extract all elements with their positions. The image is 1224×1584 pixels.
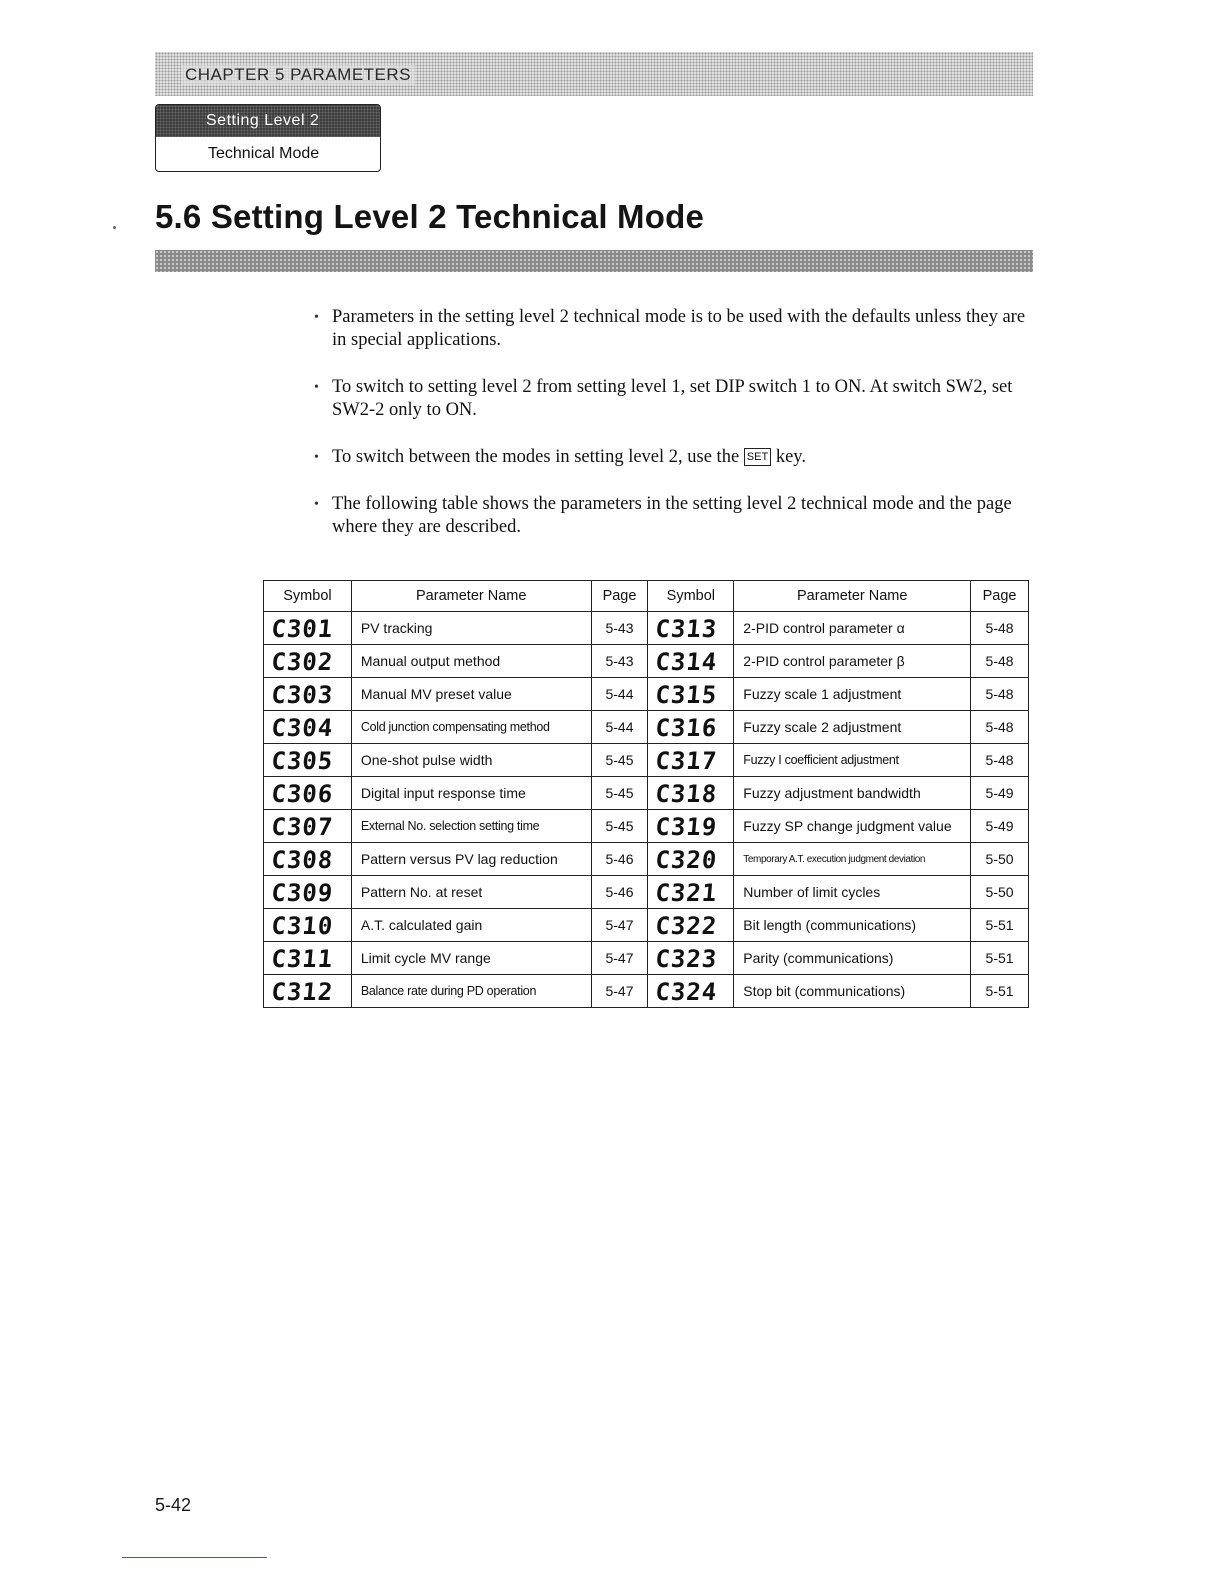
page-cell: 5-44 (591, 678, 648, 711)
page-cell: 5-48 (971, 645, 1029, 678)
table-row (264, 744, 1029, 777)
set-key-icon: SET (744, 448, 771, 466)
parameter-name-cell: Pattern versus PV lag reduction (351, 843, 591, 876)
table-row (264, 711, 1029, 744)
symbol-cell: C311 (262, 942, 353, 975)
symbol-cell: C308 (262, 843, 353, 876)
symbol-cell: C304 (262, 711, 353, 744)
mode-label: Technical Mode (208, 145, 320, 162)
page-header: Page (591, 581, 648, 612)
parameter-name-cell: Pattern No. at reset (351, 876, 591, 909)
bullet-item (313, 376, 1033, 422)
symbol-cell: C321 (646, 876, 735, 909)
page-cell: 5-44 (591, 711, 648, 744)
symbol-cell: C323 (646, 942, 735, 975)
symbol-cell: C316 (646, 711, 735, 744)
page-cell: 5-45 (591, 744, 648, 777)
page-cell: 5-43 (591, 612, 648, 645)
symbol-cell: C320 (646, 843, 735, 876)
bullet-item (313, 446, 1033, 469)
bullet-text: To switch between the modes in setting level 2, use the (332, 447, 740, 467)
table-row (264, 678, 1029, 711)
parameter-name-cell: Balance rate during PD operation (351, 975, 591, 1008)
parameter-name-cell: Fuzzy SP change judgment value (734, 810, 971, 843)
page-cell: 5-46 (591, 876, 648, 909)
setting-level-label: Setting Level 2 (156, 105, 380, 137)
page-cell: 5-48 (971, 744, 1029, 777)
page-cell: 5-48 (971, 612, 1029, 645)
symbol-header: Symbol (264, 581, 352, 612)
table-row (264, 876, 1029, 909)
symbol-cell: C305 (262, 744, 353, 777)
parameter-name-cell: Digital input response time (351, 777, 591, 810)
symbol-cell: C312 (262, 975, 353, 1008)
table-row (264, 612, 1029, 645)
parameter-name-cell: Bit length (communications) (734, 909, 971, 942)
parameter-name-cell: External No. selection setting time (351, 810, 591, 843)
setting-level-badge (155, 104, 381, 172)
parameter-name-cell: Parity (communications) (734, 942, 971, 975)
symbol-cell: C309 (262, 876, 353, 909)
page-cell: 5-46 (591, 843, 648, 876)
page-cell: 5-45 (591, 777, 648, 810)
page-cell: 5-49 (971, 777, 1029, 810)
bullet-text: The following table shows the parameters in the setting level 2 technical mode and the page where they are described. (332, 494, 1012, 537)
page-cell: 5-48 (971, 678, 1029, 711)
bullet-dot-icon: • (314, 450, 319, 465)
symbol-cell: C319 (646, 810, 735, 843)
page-cell: 5-47 (591, 942, 648, 975)
parameter-name-cell: Stop bit (communications) (734, 975, 971, 1008)
symbol-cell: C310 (262, 909, 353, 942)
bullet-text: Parameters in the setting level 2 technical mode is to be used with the defaults unless they are in special applications. (332, 307, 1026, 350)
parameter-table (263, 580, 1029, 1008)
parameter-name-cell: Fuzzy I coefficient adjustment (734, 744, 971, 777)
symbol-cell: C317 (646, 744, 735, 777)
table-header-row (264, 581, 1029, 612)
page-cell: 5-49 (971, 810, 1029, 843)
parameter-name-cell: Fuzzy scale 1 adjustment (734, 678, 971, 711)
page-cell: 5-47 (591, 909, 648, 942)
bullet-text: To switch to setting level 2 from setting level 1, set DIP switch 1 to ON. At switch SW2, set SW2-2 only to ON. (332, 377, 1013, 420)
page-cell: 5-47 (591, 975, 648, 1008)
symbol-cell: C314 (646, 645, 735, 678)
section-title: 5.6 Setting Level 2 Technical Mode (155, 198, 705, 235)
page-cell: 5-43 (591, 645, 648, 678)
table-row (264, 843, 1029, 876)
chapter-header-text: CHAPTER 5 PARAMETERS (181, 65, 415, 85)
parameter-name-cell: Temporary A.T. execution judgment deviation (734, 843, 971, 876)
margin-dot (113, 226, 116, 229)
table-row (264, 777, 1029, 810)
parameter-name-cell: Fuzzy adjustment bandwidth (734, 777, 971, 810)
table-row (264, 975, 1029, 1008)
symbol-cell: C324 (646, 975, 735, 1008)
parameter-name-cell: Manual MV preset value (351, 678, 591, 711)
bullet-item (313, 306, 1033, 352)
symbol-cell: C307 (262, 810, 353, 843)
parameter-name-cell: A.T. calculated gain (351, 909, 591, 942)
bullet-dot-icon: • (314, 497, 319, 512)
table-row (264, 942, 1029, 975)
parameter-name-cell: Number of limit cycles (734, 876, 971, 909)
symbol-cell: C318 (646, 777, 735, 810)
page-cell: 5-51 (971, 942, 1029, 975)
parameter-name-cell: 2-PID control parameter α (734, 612, 971, 645)
parameter-name-cell: Fuzzy scale 2 adjustment (734, 711, 971, 744)
symbol-header: Symbol (648, 581, 734, 612)
page-cell: 5-51 (971, 975, 1029, 1008)
parameter-name-header: Parameter Name (351, 581, 591, 612)
page-cell: 5-45 (591, 810, 648, 843)
symbol-cell: C315 (646, 678, 735, 711)
symbol-cell: C306 (262, 777, 353, 810)
table-row (264, 909, 1029, 942)
bullet-dot-icon: • (314, 310, 319, 325)
parameter-name-cell: Cold junction compensating method (351, 711, 591, 744)
parameter-name-cell: PV tracking (351, 612, 591, 645)
parameter-name-cell: One-shot pulse width (351, 744, 591, 777)
symbol-cell: C322 (646, 909, 735, 942)
footer-rule (122, 1557, 267, 1558)
symbol-cell: C301 (262, 612, 353, 645)
bullet-list (313, 306, 1033, 563)
symbol-cell: C313 (646, 612, 735, 645)
table-row (264, 810, 1029, 843)
page-cell: 5-48 (971, 711, 1029, 744)
parameter-name-cell: 2-PID control parameter β (734, 645, 971, 678)
parameter-name-cell: Manual output method (351, 645, 591, 678)
page-header: Page (971, 581, 1029, 612)
page-number: 5-42 (155, 1495, 192, 1515)
page-cell: 5-50 (971, 843, 1029, 876)
table-row (264, 645, 1029, 678)
chapter-header-bar (155, 52, 1033, 96)
parameter-name-header: Parameter Name (734, 581, 971, 612)
symbol-cell: C303 (262, 678, 353, 711)
bullet-dot-icon: • (314, 380, 319, 395)
parameter-name-cell: Limit cycle MV range (351, 942, 591, 975)
title-rule (155, 250, 1033, 272)
bullet-text: key. (775, 447, 806, 467)
page-cell: 5-51 (971, 909, 1029, 942)
bullet-item (313, 493, 1033, 539)
symbol-cell: C302 (262, 645, 353, 678)
page-cell: 5-50 (971, 876, 1029, 909)
